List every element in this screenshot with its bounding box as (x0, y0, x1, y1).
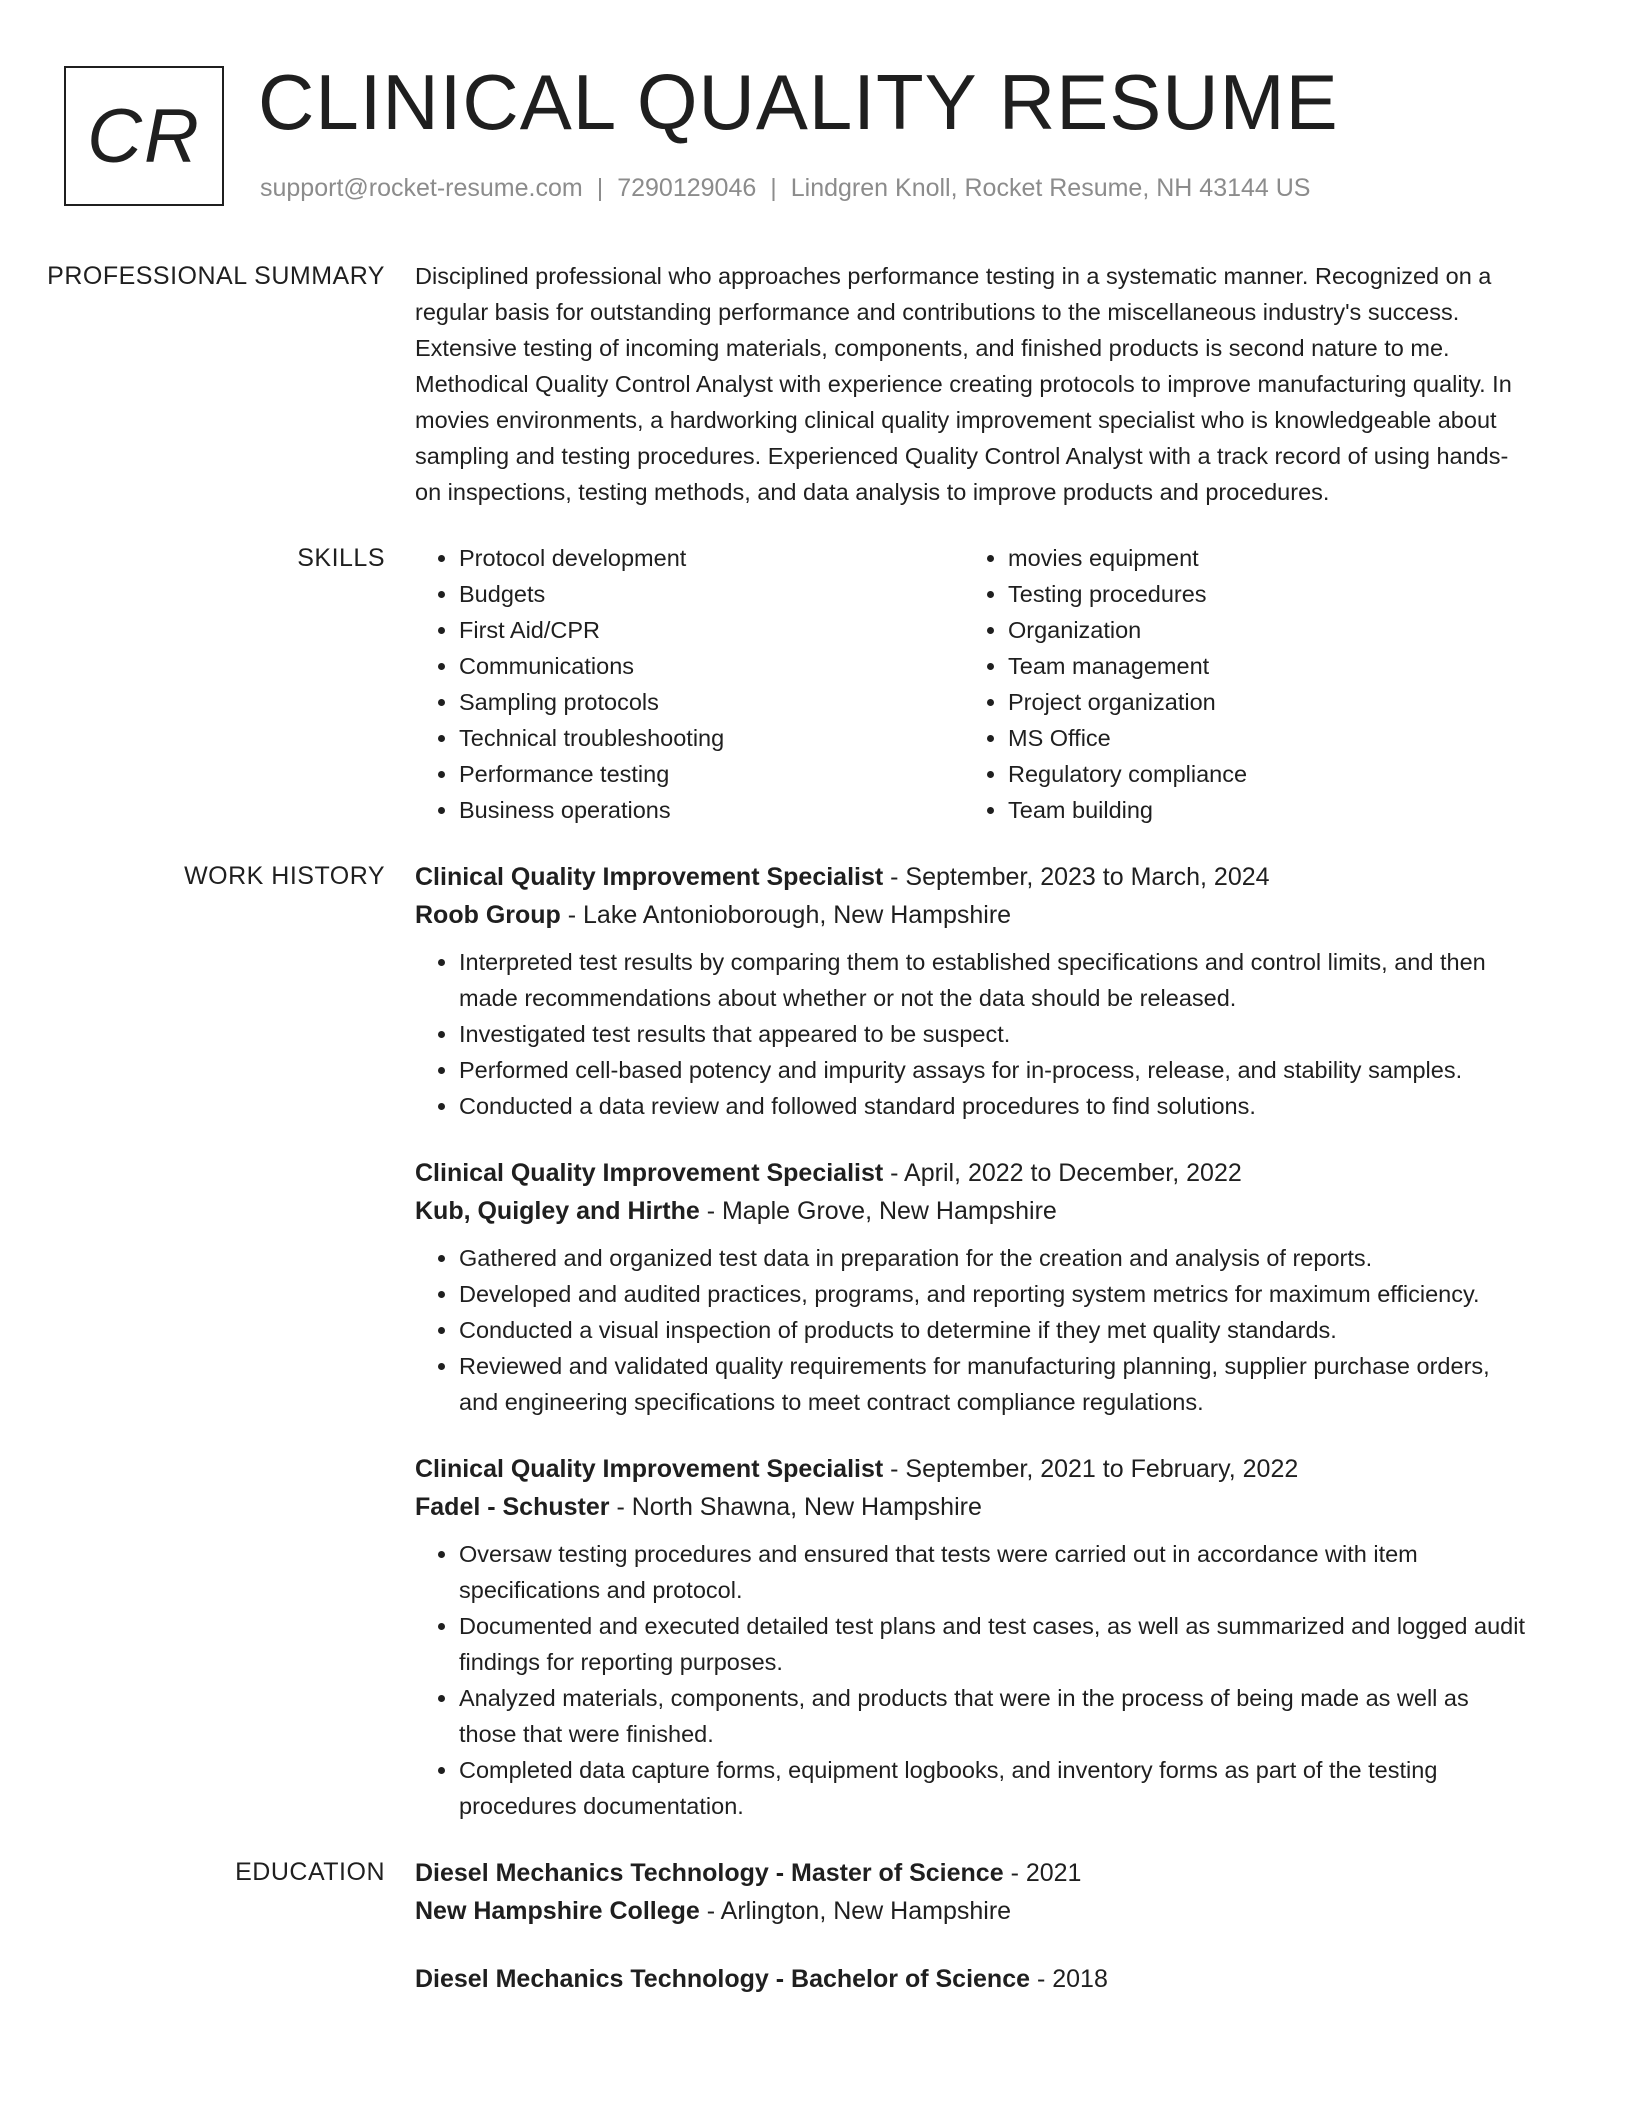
edu-year: - 2018 (1030, 1965, 1108, 1993)
job-dates: - September, 2023 to March, 2024 (883, 863, 1270, 891)
skills-list-left (415, 540, 964, 828)
job-company-line (415, 1488, 1530, 1526)
skill-item: • MS Office (1008, 720, 1513, 756)
job-entry (415, 858, 1530, 1124)
skill-item: • Testing procedures (1008, 576, 1513, 612)
job-entry (415, 1154, 1530, 1420)
edu-year: - 2021 (1003, 1859, 1082, 1887)
job-bullet: • Performed cell-based potency and impurity assays for in-process, release, and stability samples. (459, 1052, 1530, 1088)
monogram: CR (64, 66, 224, 206)
skill-item: • movies equipment (1008, 540, 1513, 576)
job-bullet: • Interpreted test results by comparing them to established specifications and control limits, and then made recommendations about whether or not the data should be released. (459, 944, 1530, 1016)
education-body (415, 1854, 1530, 2028)
resume-title: CLINICAL QUALITY RESUME (258, 58, 1339, 146)
job-entry (415, 1450, 1530, 1824)
edu-school-line (415, 1892, 1530, 1930)
education-section (0, 1854, 1632, 2028)
skills-body (415, 540, 1530, 828)
job-role-line (415, 1154, 1530, 1192)
edu-degree: Diesel Mechanics Technology - Bachelor of Science (415, 1965, 1031, 1993)
section-title-education: EDUCATION (235, 1858, 385, 1886)
skill-item: • Budgets (459, 576, 964, 612)
skill-item: • Communications (459, 648, 964, 684)
skills-section (0, 540, 1632, 828)
summary-section (0, 258, 1632, 510)
skill-item: • Sampling protocols (459, 684, 964, 720)
contact-line (260, 174, 1310, 203)
job-role: Clinical Quality Improvement Specialist (415, 1159, 884, 1187)
job-dates: - September, 2021 to February, 2022 (883, 1455, 1299, 1483)
skill-item: • Business operations (459, 792, 964, 828)
skill-item: • Organization (1008, 612, 1513, 648)
job-bullets (415, 1240, 1530, 1420)
contact-email[interactable]: support@rocket-resume.com (260, 174, 583, 202)
skill-item: • Performance testing (459, 756, 964, 792)
contact-separator: | (596, 174, 604, 202)
job-dates: - April, 2022 to December, 2022 (883, 1159, 1242, 1187)
job-bullet: • Completed data capture forms, equipment logbooks, and inventory forms as part of the testing procedures documentation. (459, 1752, 1530, 1824)
section-title-work: WORK HISTORY (184, 862, 385, 890)
job-bullets (415, 1536, 1530, 1824)
work-body (415, 858, 1530, 1824)
edu-degree-line (415, 1960, 1530, 1998)
job-bullet: • Conducted a data review and followed standard procedures to find solutions. (459, 1088, 1530, 1124)
skill-item: • Protocol development (459, 540, 964, 576)
skill-item: • Team building (1008, 792, 1513, 828)
work-history-section (0, 858, 1632, 1824)
skills-list-right (964, 540, 1513, 828)
skill-item: • Regulatory compliance (1008, 756, 1513, 792)
job-bullet: • Oversaw testing procedures and ensured that tests were carried out in accordance with item specifications and protocol. (459, 1536, 1530, 1608)
job-bullet: • Reviewed and validated quality requirements for manufacturing planning, supplier purchase orders, and engineering specifications to meet contract compliance regulations. (459, 1348, 1530, 1420)
job-bullet: • Gathered and organized test data in preparation for the creation and analysis of reports. (459, 1240, 1530, 1276)
skill-item: • First Aid/CPR (459, 612, 964, 648)
job-role-line (415, 1450, 1530, 1488)
job-bullet: • Conducted a visual inspection of products to determine if they met quality standards. (459, 1312, 1530, 1348)
job-location: - Lake Antonioborough, New Hampshire (560, 901, 1012, 929)
job-role-line (415, 858, 1530, 896)
resume-sections (0, 258, 1632, 2058)
contact-phone[interactable]: 7290129046 (617, 174, 757, 202)
job-role: Clinical Quality Improvement Specialist (415, 1455, 884, 1483)
edu-degree: Diesel Mechanics Technology - Master of Science (415, 1859, 1004, 1887)
summary-text: Disciplined professional who approaches performance testing in a systematic manner. Recognized on a regular basis for outstanding performance and contributions to the miscellaneous industry's success. Extensive testing of incoming materials, components, and finished products is second nature to me. Methodical Quality Control Analyst with experience creating protocols to improve manufacturing quality. In movies environments, a hardworking clinical quality improvement specialist who is knowledgeable about sampling and testing procedures. Experienced Quality Control Analyst with a track record of using hands-on inspections, testing methods, and data analysis to improve products and procedures. (415, 263, 1512, 505)
job-bullet: • Documented and executed detailed test plans and test cases, as well as summarized and logged audit findings for reporting purposes. (459, 1608, 1530, 1680)
job-company-line (415, 1192, 1530, 1230)
job-location: - North Shawna, New Hampshire (609, 1493, 982, 1521)
education-entry (415, 1854, 1530, 1930)
job-company: Roob Group (415, 901, 561, 929)
skill-item: • Technical troubleshooting (459, 720, 964, 756)
skill-item: • Project organization (1008, 684, 1513, 720)
section-title-summary: PROFESSIONAL SUMMARY (47, 262, 385, 290)
job-company-line (415, 896, 1530, 934)
edu-location: - Arlington, New Hampshire (699, 1897, 1012, 1925)
job-bullet: • Developed and audited practices, programs, and reporting system metrics for maximum efficiency. (459, 1276, 1530, 1312)
job-bullet: • Analyzed materials, components, and products that were in the process of being made as well as those that were finished. (459, 1680, 1530, 1752)
job-bullets (415, 944, 1530, 1124)
education-entry (415, 1960, 1530, 1998)
edu-degree-line (415, 1854, 1530, 1892)
job-company: Kub, Quigley and Hirthe (415, 1197, 700, 1225)
skill-item: • Team management (1008, 648, 1513, 684)
contact-address: Lindgren Knoll, Rocket Resume, NH 43144 US (790, 174, 1311, 202)
contact-separator: | (770, 174, 777, 202)
job-location: - Maple Grove, New Hampshire (699, 1197, 1057, 1225)
summary-body (415, 258, 1530, 510)
job-bullet: • Investigated test results that appeared to be suspect. (459, 1016, 1530, 1052)
job-company: Fadel - Schuster (415, 1493, 610, 1521)
edu-school: New Hampshire College (415, 1897, 700, 1925)
job-role: Clinical Quality Improvement Specialist (415, 863, 884, 891)
section-title-skills: SKILLS (297, 544, 385, 572)
